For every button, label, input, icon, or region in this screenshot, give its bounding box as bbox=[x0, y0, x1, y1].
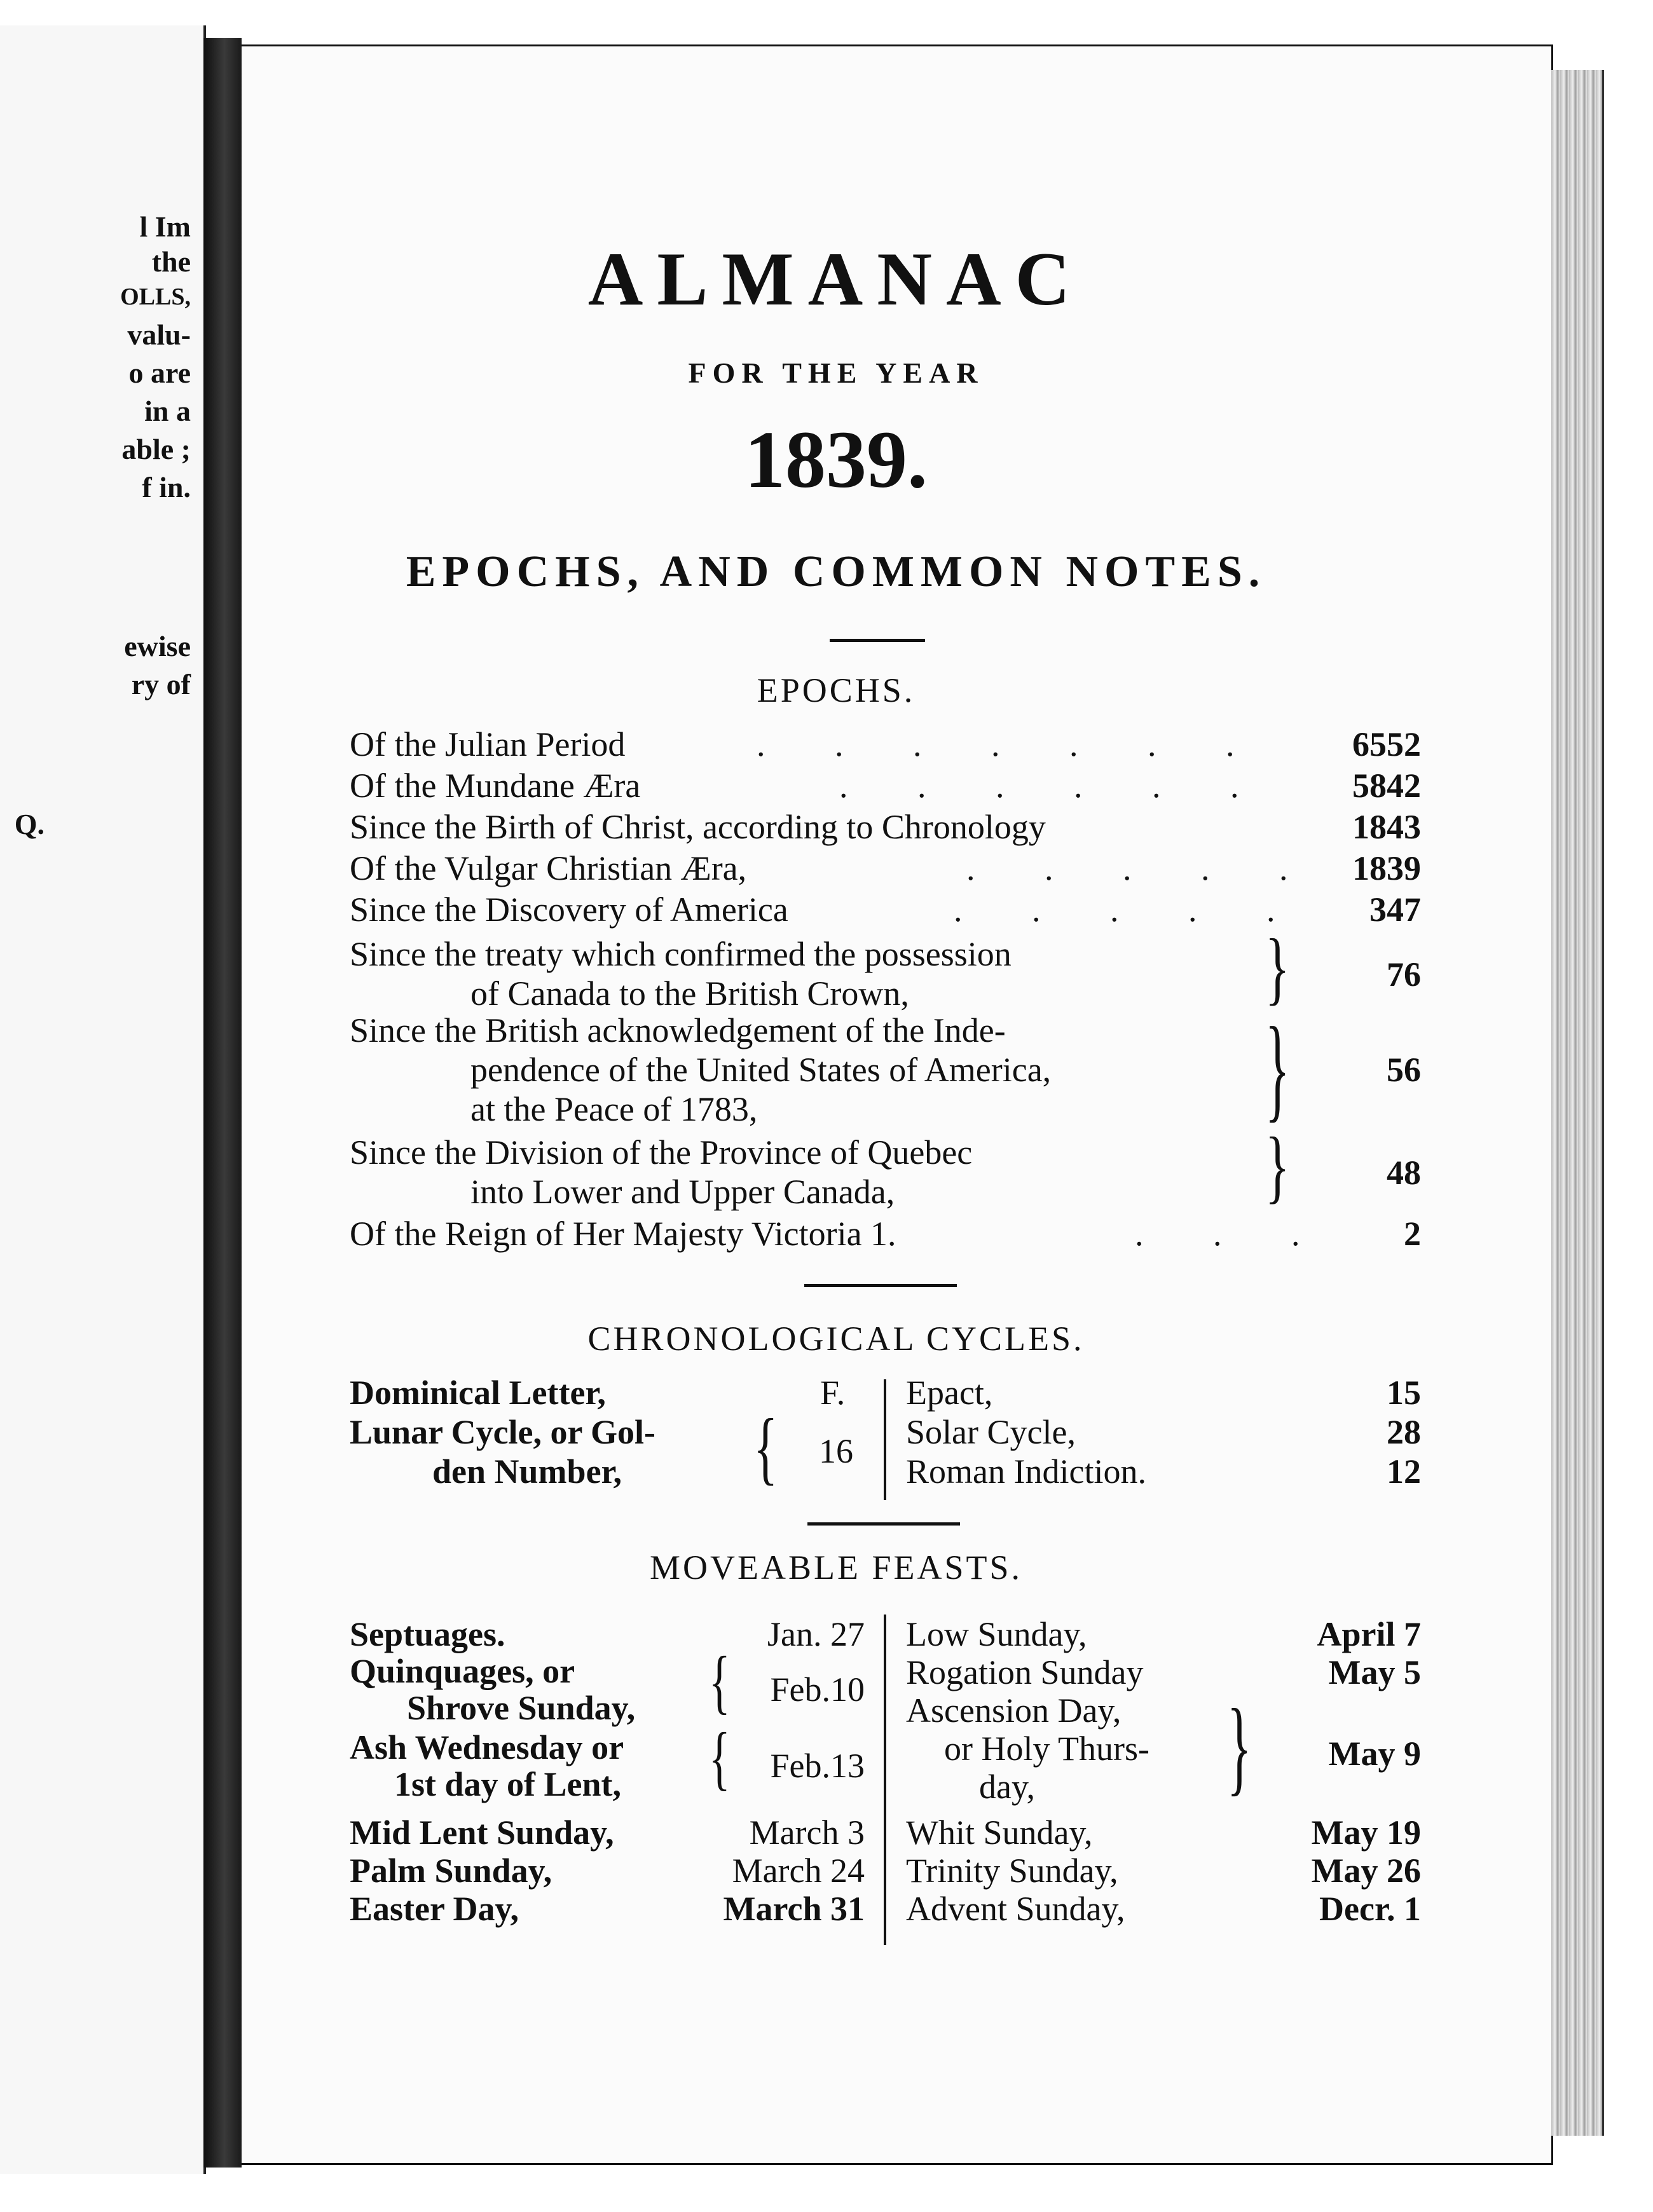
epoch-label-line: Since the treaty which confirmed the possession bbox=[350, 935, 1012, 973]
cycle-label: Solar Cycle, bbox=[906, 1413, 1076, 1451]
left-fragment: o are bbox=[128, 357, 191, 389]
epoch-leader: . . . . . . . bbox=[757, 725, 1265, 763]
epoch-label-line: pendence of the United States of America, bbox=[470, 1051, 1052, 1089]
feast-name: Advent Sunday, bbox=[906, 1890, 1125, 1928]
feast-name-line: Ascension Day, bbox=[906, 1691, 1121, 1730]
epoch-label: Of the Mundane Æra bbox=[350, 767, 641, 805]
feast-date: April 7 bbox=[1317, 1615, 1421, 1653]
divider bbox=[804, 1284, 957, 1287]
epoch-label-line: of Canada to the British Crown, bbox=[470, 974, 909, 1013]
left-fragment: able ; bbox=[121, 433, 191, 465]
feast-name: Low Sunday, bbox=[906, 1615, 1087, 1653]
cycle-value: 28 bbox=[1387, 1413, 1421, 1451]
left-fragment: in a bbox=[144, 395, 191, 427]
left-page-fragments bbox=[0, 0, 191, 890]
feast-name-line: 1st day of Lent, bbox=[394, 1765, 622, 1803]
epoch-value: 48 bbox=[1387, 1154, 1421, 1192]
epoch-leader: . . . bbox=[1135, 1215, 1331, 1253]
epoch-label: Since the Birth of Christ, according to Chronology bbox=[350, 808, 1046, 846]
feast-name-line: Ash Wednesday or bbox=[350, 1728, 624, 1766]
epoch-label: Of the Vulgar Christian Æra, bbox=[350, 849, 747, 887]
almanac-year: 1839. bbox=[744, 414, 928, 505]
left-fragment: l Im bbox=[139, 210, 191, 243]
column-divider bbox=[884, 1379, 886, 1500]
left-fragment: valu- bbox=[127, 318, 191, 351]
epoch-value: 1843 bbox=[1352, 808, 1421, 846]
feast-date: Decr. 1 bbox=[1319, 1890, 1421, 1928]
feast-name: Palm Sunday, bbox=[350, 1852, 552, 1890]
epoch-value: 76 bbox=[1387, 955, 1421, 993]
left-fragment: ry of bbox=[131, 668, 191, 700]
feast-name: Easter Day, bbox=[350, 1890, 519, 1928]
feast-date: Feb.13 bbox=[770, 1747, 865, 1785]
cycle-label: Epact, bbox=[906, 1374, 993, 1412]
cycle-value: 12 bbox=[1387, 1452, 1421, 1491]
epoch-value: 347 bbox=[1369, 891, 1421, 929]
cycle-label-line: den Number, bbox=[432, 1452, 622, 1491]
feast-date: May 19 bbox=[1311, 1813, 1421, 1852]
feast-name: Trinity Sunday, bbox=[906, 1852, 1118, 1890]
brace-icon: } bbox=[1265, 1122, 1290, 1212]
epoch-label: Since the Discovery of America bbox=[350, 891, 788, 929]
epoch-value: 1839 bbox=[1352, 849, 1421, 887]
page-title: ALMANAC bbox=[587, 236, 1085, 321]
epoch-leader: . . . . . bbox=[954, 891, 1306, 929]
epoch-label: Of the Julian Period bbox=[350, 725, 626, 763]
feast-name: Whit Sunday, bbox=[906, 1813, 1093, 1852]
brace-icon: { bbox=[753, 1403, 778, 1494]
page-edge bbox=[1551, 70, 1604, 2136]
cycles-heading: CHRONOLOGICAL CYCLES. bbox=[587, 1320, 1085, 1358]
feast-name-line: Shrove Sunday, bbox=[407, 1689, 636, 1727]
left-fragment: f in. bbox=[142, 471, 191, 503]
epochs-heading: EPOCHS. bbox=[757, 671, 916, 709]
cycle-value: 15 bbox=[1387, 1374, 1421, 1412]
epoch-row bbox=[350, 1122, 1421, 1215]
epoch-row bbox=[350, 1004, 1421, 1134]
feast-name-line: Quinquages, or bbox=[350, 1652, 575, 1690]
feasts-heading: MOVEABLE FEASTS. bbox=[649, 1548, 1023, 1587]
section-title: EPOCHS, AND COMMON NOTES. bbox=[406, 547, 1266, 596]
column-divider bbox=[884, 1615, 886, 1945]
left-fragment: ewise bbox=[124, 630, 191, 662]
brace-icon: { bbox=[709, 1719, 730, 1798]
cycle-label: Roman Indiction. bbox=[906, 1452, 1146, 1491]
feast-date: March 24 bbox=[732, 1852, 865, 1890]
brace-icon: { bbox=[709, 1643, 730, 1722]
epoch-leader: . . . . . . bbox=[839, 767, 1270, 805]
epoch-value: 6552 bbox=[1352, 725, 1421, 763]
brace-icon: } bbox=[1265, 1004, 1290, 1134]
epoch-label-line: at the Peace of 1783, bbox=[470, 1090, 758, 1128]
epoch-row bbox=[350, 924, 1421, 1017]
feast-date: May 26 bbox=[1311, 1852, 1421, 1890]
feast-date: Jan. 27 bbox=[767, 1615, 865, 1653]
feast-name-line: day, bbox=[979, 1768, 1035, 1806]
cycle-value: 16 bbox=[819, 1432, 853, 1470]
feast-date: May 9 bbox=[1328, 1735, 1421, 1773]
brace-icon: } bbox=[1265, 924, 1290, 1014]
epoch-value: 56 bbox=[1387, 1051, 1421, 1089]
divider bbox=[830, 639, 925, 642]
feast-name: Mid Lent Sunday, bbox=[350, 1813, 614, 1852]
epoch-label-line: Since the British acknowledgement of the Inde- bbox=[350, 1011, 1006, 1049]
feast-name-line: or Holy Thurs- bbox=[944, 1730, 1149, 1768]
feast-date: March 3 bbox=[749, 1813, 865, 1852]
feast-date: March 31 bbox=[723, 1890, 865, 1928]
divider bbox=[807, 1522, 960, 1526]
feast-name: Rogation Sunday bbox=[906, 1653, 1144, 1691]
feast-date: Feb.10 bbox=[770, 1670, 865, 1709]
page-subtitle: FOR THE YEAR bbox=[688, 357, 984, 389]
epoch-leader: . . . . . bbox=[966, 849, 1319, 887]
feast-date: May 5 bbox=[1328, 1653, 1421, 1691]
cycle-value: F. bbox=[820, 1374, 846, 1412]
feast-name: Septuages. bbox=[350, 1615, 505, 1653]
left-fragment: Q. bbox=[14, 808, 45, 840]
epoch-label-line: into Lower and Upper Canada, bbox=[470, 1173, 895, 1211]
left-fragment: OLLS, bbox=[120, 283, 191, 310]
cycle-label: Dominical Letter, bbox=[350, 1374, 606, 1412]
epoch-value: 2 bbox=[1404, 1215, 1421, 1253]
book-gutter bbox=[203, 38, 242, 2168]
epoch-label-line: Since the Division of the Province of Quebec bbox=[350, 1133, 973, 1171]
cycle-label-line: Lunar Cycle, or Gol- bbox=[350, 1413, 655, 1451]
left-fragment: the bbox=[151, 245, 191, 278]
epoch-value: 5842 bbox=[1352, 767, 1421, 805]
brace-icon: } bbox=[1227, 1688, 1252, 1806]
epoch-label: Of the Reign of Her Majesty Victoria 1. bbox=[350, 1215, 896, 1253]
